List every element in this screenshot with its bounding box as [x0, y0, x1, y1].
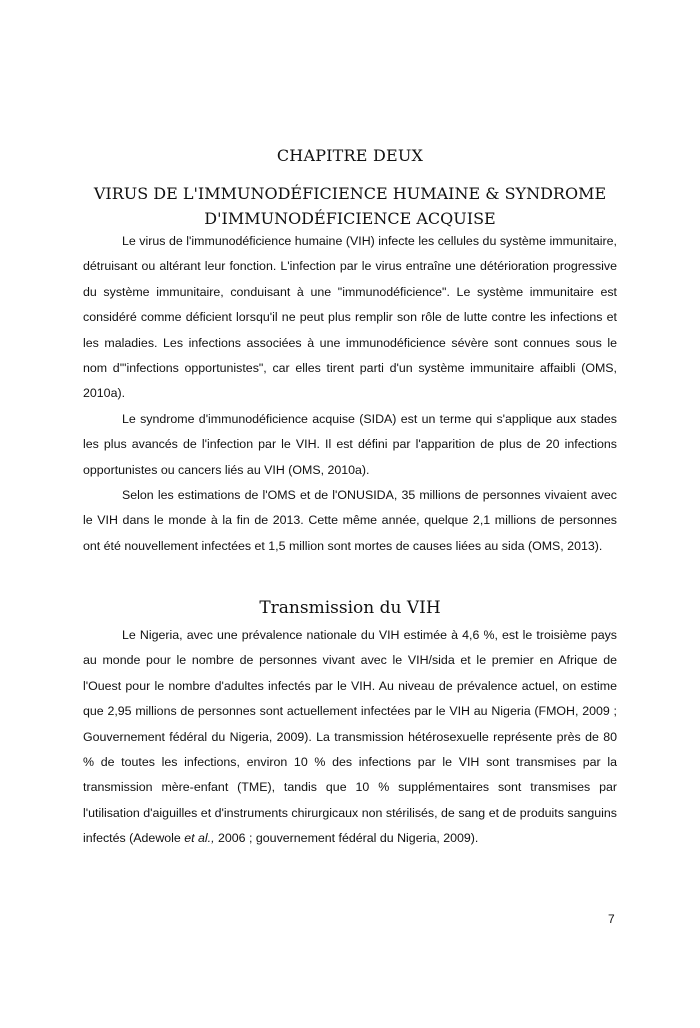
page-number: 7: [608, 912, 615, 926]
paragraph: Le virus de l'immunodéficience humaine (VIH) infecte les cellules du système immunitaire, détruisant ou altérant leur fonction. L'infection par le virus entraîne une détérioration progressive du système immunitaire, conduisant à une "immunodéficience". Le système immunitaire est considéré comme déficient lorsqu'il ne peut plus remplir son rôle de lutte contre les infections et les maladies. Les infections associées à une immunodéficience sévère sont connues sous le nom d'"infections opportunistes", car elles tirent parti d'un système immunitaire affaibli (OMS, 2010a).: [83, 234, 617, 401]
paragraph: [83, 623, 617, 852]
chapter-subtitle: VIRUS DE L'IMMUNODÉFICIENCE HUMAINE & SYNDROME D'IMMUNODÉFICIENCE ACQUISE: [93, 184, 607, 228]
paragraph-text: Le Nigeria, avec une prévalence nationale du VIH estimée à 4,6 %, est le troisième pays au monde pour le nombre de personnes vivant avec le VIH/sida et le premier en Afrique de l'Ouest pour le nombre d'adultes infectés par le VIH. Au niveau de prévalence actuel, on estime que 2,95 millions de personnes sont actuellement infectées par le VIH au Nigeria (FMOH, 2009 ; Gouvernement fédéral du Nigeria, 2009). La transmission hétérosexuelle représente près de 80 % de toutes les infections, environ 10 % des infections par le VIH sont transmises par la transmission mère-enfant (TME), tandis que 10 % supplémentaires sont transmises par l'utilisation d'aiguilles et d'instruments chirurgicaux non stérilisés, de sang et de produits sanguins infectés (Adewole: [83, 628, 617, 846]
section-body: [83, 623, 617, 852]
chapter-title: CHAPITRE DEUX: [276, 146, 424, 165]
section-title: Transmission du VIH: [259, 598, 441, 618]
chapter-body: [83, 229, 617, 559]
paragraph: Le syndrome d'immunodéficience acquise (SIDA) est un terme qui s'applique aux stades les plus avancés de l'infection par le VIH. Il est défini par l'apparition de plus de 20 infections opportunistes ou cancers liés au VIH (OMS, 2010a).: [83, 411, 617, 477]
paragraph-italic: et al.,: [184, 831, 215, 846]
paragraph: Selon les estimations de l'OMS et de l'ONUSIDA, 35 millions de personnes vivaient avec le VIH dans le monde à la fin de 2013. Cette même année, quelque 2,1 millions de personnes ont été nouvellement infectées et 1,5 million sont mortes de causes liées au sida (OMS, 2013).: [83, 488, 617, 553]
paragraph-text: 2006 ; gouvernement fédéral du Nigeria, 2009).: [214, 831, 479, 846]
